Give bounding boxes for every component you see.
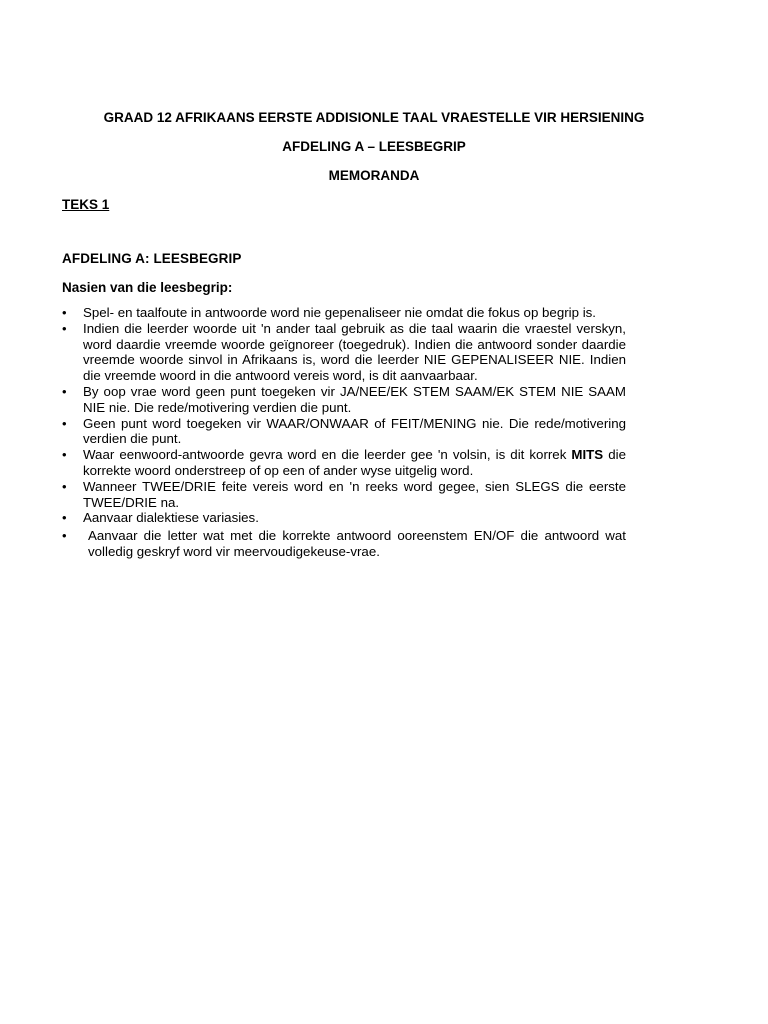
rule-text: By oop vrae word geen punt toegeken vir JA/NEE/EK STEM SAAM/EK STEM NIE SAAM NIE nie. Die rede/motivering verdien die punt. — [83, 383, 626, 415]
rule-text: Spel- en taalfoute in antwoorde word nie gepenaliseer nie omdat die fokus op begrip is. — [83, 305, 596, 320]
rule-text-emphasis: MITS — [571, 447, 604, 463]
document-subtitle: AFDELING A – LEESBEGRIP — [282, 139, 466, 154]
document-title: GRAAD 12 AFRIKAANS EERSTE ADDISIONLE TAAL VRAESTELLE VIR HERSIENING — [103, 110, 645, 125]
list-item — [62, 321, 626, 384]
bullet-icon: • — [62, 447, 67, 463]
list-item — [62, 479, 626, 511]
list-item — [62, 447, 626, 479]
section-subheading: Nasien van die leesbegrip: — [62, 280, 233, 295]
bullet-icon: • — [62, 528, 67, 544]
bullet-icon: • — [62, 320, 67, 336]
bullet-icon: • — [62, 510, 67, 526]
list-item — [62, 416, 626, 448]
section-heading: AFDELING A: LEESBEGRIP — [62, 251, 242, 266]
rule-text-after: die korrekte woord onderstreep of op een of ander wyse uitgelig word. — [83, 447, 626, 478]
bullet-icon: • — [62, 305, 67, 320]
marking-rules-list — [62, 305, 626, 560]
rule-text: Aanvaar dialektiese variasies. — [83, 510, 259, 526]
rule-text: Geen punt word toegeken vir WAAR/ONWAAR of FEIT/MENING nie. Die rede/motivering verdien die punt. — [83, 415, 626, 447]
bullet-icon: • — [62, 478, 67, 494]
list-item — [62, 510, 626, 526]
teks-heading: TEKS 1 — [62, 197, 110, 212]
list-item — [62, 305, 626, 321]
bullet-icon: • — [62, 415, 67, 431]
rule-text-before: Waar eenwoord-antwoorde gevra word en die leerder gee 'n volsin, is dit korrek — [83, 447, 572, 463]
list-item — [62, 528, 626, 560]
rule-text: Wanneer TWEE/DRIE feite vereis word en 'n reeks word gegee, sien SLEGS die eerste TWEE/DRIE na. — [83, 478, 626, 510]
document-memoranda-title: MEMORANDA — [328, 168, 420, 183]
rule-text: Indien die leerder woorde uit 'n ander taal gebruik as die taal waarin die vraestel verskyn, word daardie vreemde woorde geïgnoreer (toegedruk). Indien die antwoord sonder daardie vreemde woorde sinvol in Afrikaans is, word die leerder NIE GEPENALISEER NIE. Indien die vreemde woord in die antwoord vereis word, is dit aanvaarbaar. — [83, 320, 626, 384]
bullet-icon: • — [62, 383, 67, 399]
rule-text: Aanvaar die letter wat met die korrekte antwoord ooreenstem EN/OF die antwoord wat volledig geskryf word vir meervoudigekeuse-vrae. — [88, 528, 626, 559]
list-item — [62, 384, 626, 416]
